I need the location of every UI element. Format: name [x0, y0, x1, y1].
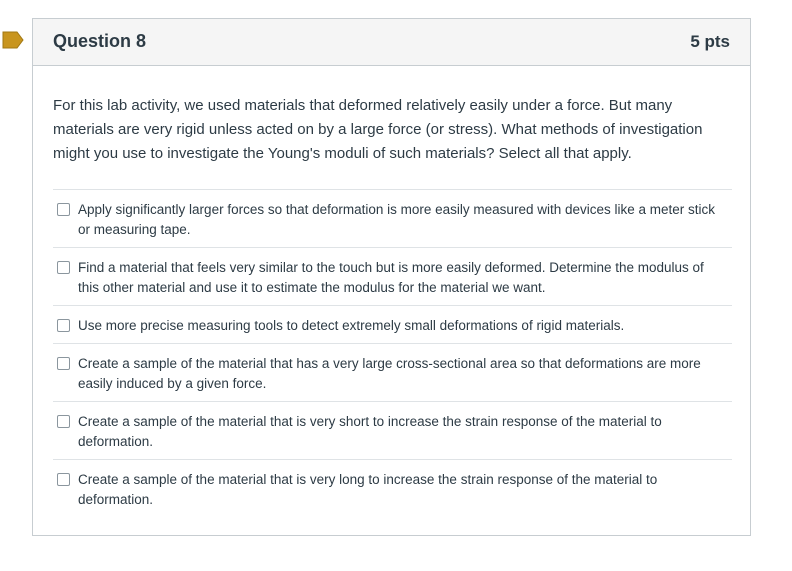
- answer-checkbox[interactable]: [57, 261, 70, 274]
- answer-label[interactable]: Apply significantly larger forces so that deformation is more easily measured with devices like a meter stick or measuring tape.: [78, 202, 716, 237]
- answer-checkbox[interactable]: [57, 319, 70, 332]
- answer-label[interactable]: Create a sample of the material that has a very large cross-sectional area so that deformations are more easily induced by a given force.: [78, 356, 701, 391]
- question-title: Question 8: [53, 31, 147, 51]
- answer-checkbox[interactable]: [57, 473, 70, 486]
- answer-option-3[interactable]: [53, 305, 732, 343]
- bookmark-flag-icon[interactable]: [2, 30, 24, 50]
- question-points: 5 pts: [690, 32, 730, 51]
- answer-label[interactable]: Use more precise measuring tools to detect extremely small deformations of rigid materials.: [78, 318, 625, 333]
- answer-label[interactable]: Find a material that feels very similar to the touch but is more easily deformed. Determine the modulus of this other material and use it to estimate the modulus for the material we want.: [78, 260, 704, 295]
- answer-option-1[interactable]: [53, 189, 732, 247]
- question-header: [33, 19, 750, 66]
- question-card: [32, 18, 751, 536]
- answer-checkbox[interactable]: [57, 415, 70, 428]
- answer-option-4[interactable]: [53, 343, 732, 401]
- answer-checkbox[interactable]: [57, 203, 70, 216]
- answer-option-5[interactable]: [53, 401, 732, 459]
- answer-checkbox[interactable]: [57, 357, 70, 370]
- question-text: For this lab activity, we used materials that deformed relatively easily under a force. But many materials are very rigid unless acted on by a large force (or stress). What methods of investigation might you use to investigate the Young's moduli of such materials? Select all that apply.: [53, 97, 703, 162]
- answer-label[interactable]: Create a sample of the material that is very long to increase the strain response of the material to deformation.: [78, 472, 658, 507]
- answer-list: [53, 189, 732, 517]
- answer-label[interactable]: Create a sample of the material that is very short to increase the strain response of the material to deformation.: [78, 414, 662, 449]
- answer-option-6[interactable]: [53, 459, 732, 517]
- answer-option-2[interactable]: [53, 247, 732, 305]
